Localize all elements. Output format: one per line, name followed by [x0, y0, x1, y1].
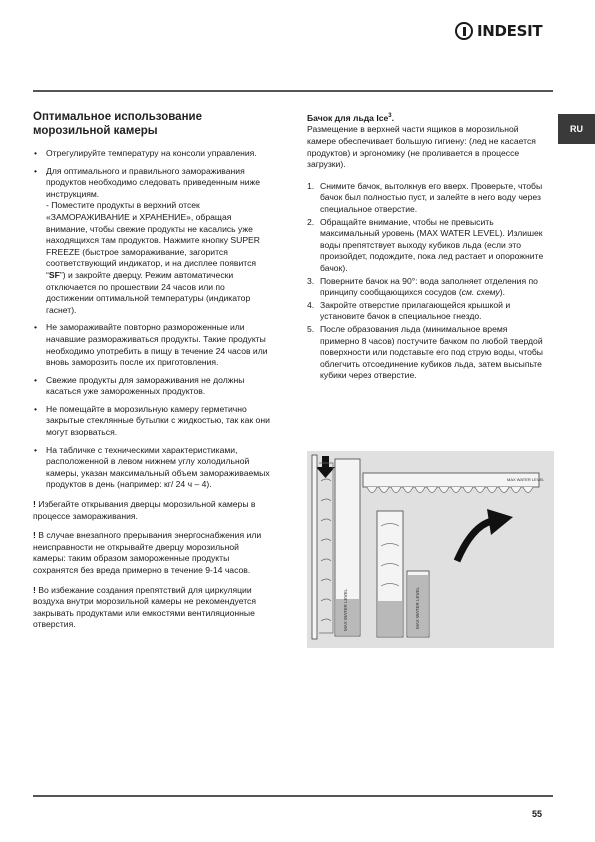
section-heading: [33, 111, 273, 138]
step-number: 5.: [307, 323, 315, 334]
water-level-middle: [378, 601, 402, 636]
steps-list: [307, 181, 547, 382]
title-text: Бачок для льда Ice: [307, 112, 389, 123]
subtext-part: - Поместите продукты в верхний отсек «ЗАМОРАЖИВАНИЕ и ХРАНЕНИЕ», обращая внимание, чтобы свежие продукты не касались уже находящихся там продуктов. Нажмите кнопку SUPER FREEZE (быстрое замораживание, загорится соответствующий индикатор, и на дисплее появится “: [46, 200, 260, 280]
step-text: Поверните бачок на 90°: вода заполняет отделения по принципу сообщающихся сосудов (: [320, 275, 538, 298]
warning-paragraph: [33, 530, 273, 576]
list-item-text: На табличке с техническими характеристиками, расположенной в левом нижнем углу холодильной камеры, указан максимальный объем замораживаемых продуктов в день (например: кг/ 24 ч – 4).: [46, 444, 270, 490]
header-rule: [33, 90, 553, 92]
list-item: [33, 445, 273, 491]
left-column: [33, 111, 273, 631]
list-item-text: Отрегулируйте температуру на консоли управления.: [46, 148, 257, 158]
title-superscript: 3: [388, 113, 392, 119]
list-item: [33, 148, 273, 160]
step-text: Закройте отверстие прилагающейся крышкой и установите бачок в специальное гнездо.: [320, 299, 511, 322]
title-end: .: [391, 112, 395, 123]
max-water-label-left: MAX WATER LEVEL: [343, 588, 348, 631]
down-arrow-icon: [316, 456, 335, 478]
warning-mark-icon: !: [33, 530, 36, 541]
step-number: 1.: [307, 180, 315, 191]
warning-text: В случае внезапного прерывания энергоснабжения или неисправности не открывайте дверцу морозильной камеры: таким образом замороженные продукты сохранятся без вреда примерно в течение 9-14 часов.: [33, 530, 262, 575]
list-item: [307, 300, 547, 323]
indesit-logo-icon: [455, 22, 473, 40]
warning-paragraph: [33, 585, 273, 631]
list-item: [33, 166, 273, 317]
max-water-label-top: MAX WATER LEVEL: [507, 477, 545, 482]
list-item: [307, 324, 547, 382]
list-item-text: Не помещайте в морозильную камеру герметично закрытые стеклянные бутылки с жидкостью, так как они могут взорваться.: [46, 403, 270, 438]
sf-code: SF: [48, 269, 60, 280]
brand-name: INDESIT: [477, 22, 543, 40]
step-number: 4.: [307, 299, 315, 310]
step-text: Снимите бачок, вытолкнув его вверх. Проверьте, чтобы бачок был полностью пуст, и залейте в него воду через специальное отверстие.: [320, 180, 543, 215]
list-item: [33, 404, 273, 439]
list-item-text: Свежие продукты для замораживания не должны касаться уже замороженных продуктов.: [46, 374, 245, 397]
list-item: [33, 322, 273, 368]
step-text-end: ).: [499, 287, 506, 298]
subtext-part: ”) и закройте дверцу. Режим автоматически отключается по прошествии 24 часов или по достижении оптимальной температуры (индикатор гаснет).: [46, 269, 251, 315]
step-number: 3.: [307, 275, 315, 286]
warning-text: Во избежание создания препятствий для циркуляции воздуха внутри морозильной камеры не рекомендуется закрывать продуктами или емкостями вентиляционные отверстия.: [33, 584, 256, 630]
ice-tray-illustration: [307, 451, 554, 648]
page-number: 55: [532, 809, 543, 819]
list-item: [307, 181, 547, 216]
warning-text: Избегайте открывания дверцы морозильной камеры в процессе замораживания.: [33, 499, 256, 521]
rotate-arrow-icon: [457, 509, 513, 561]
step-number: 2.: [307, 216, 315, 227]
step-italic: см. схему: [461, 287, 500, 298]
ice-tray-drawing: [307, 451, 554, 648]
warning-mark-icon: !: [33, 584, 36, 595]
brand-logo: [455, 22, 542, 40]
heading-line-1: Оптимальное использование: [33, 111, 202, 123]
footer-rule: [33, 795, 553, 797]
warning-paragraph: [33, 499, 273, 522]
list-item: [307, 276, 547, 299]
right-column: [307, 111, 547, 383]
language-tab: RU: [558, 114, 595, 144]
ice-tray-title: [307, 111, 547, 124]
list-item: [33, 375, 273, 398]
list-item-text: Не замораживайте повторно размороженные или начавшие размораживаться продукты. Такие продукты необходимо употребить в пищу в течение 24 часов или вновь заморозить после их приготовления.: [46, 322, 268, 368]
list-item-text: Для оптимального и правильного замораживания продуктов необходимо следовать приведенным ниже инструкциям.: [46, 165, 261, 199]
step-text: После образования льда (минимальное время примерно 8 часов) постучите бачком по любой твердой поверхности или подставьте его под струю воды, чтобы облегчить отсоединение кубиков льда, затем высыпьте кубики через отверстие.: [320, 323, 543, 381]
warning-mark-icon: !: [33, 499, 36, 510]
ice-tray-intro: Размещение в верхней части ящиков в морозильной камере обеспечивает большую гигиену: (лед не касается продуктов) и эргономику (не проливается в процессе загрузки).: [307, 124, 536, 170]
tips-list: [33, 148, 273, 491]
max-water-label-middle: MAX WATER LEVEL: [415, 586, 420, 629]
list-item-subtext: [46, 200, 273, 316]
list-item: [307, 217, 547, 275]
heading-line-2: морозильной камеры: [33, 124, 158, 137]
step-text: Обращайте внимание, чтобы не превысить максимальный уровень (MAX WATER LEVEL). Излишек воды препятствует выходу кубиков льда (если это произойдет, подождите, пока лед растает и опорожните бачок).: [320, 216, 544, 273]
